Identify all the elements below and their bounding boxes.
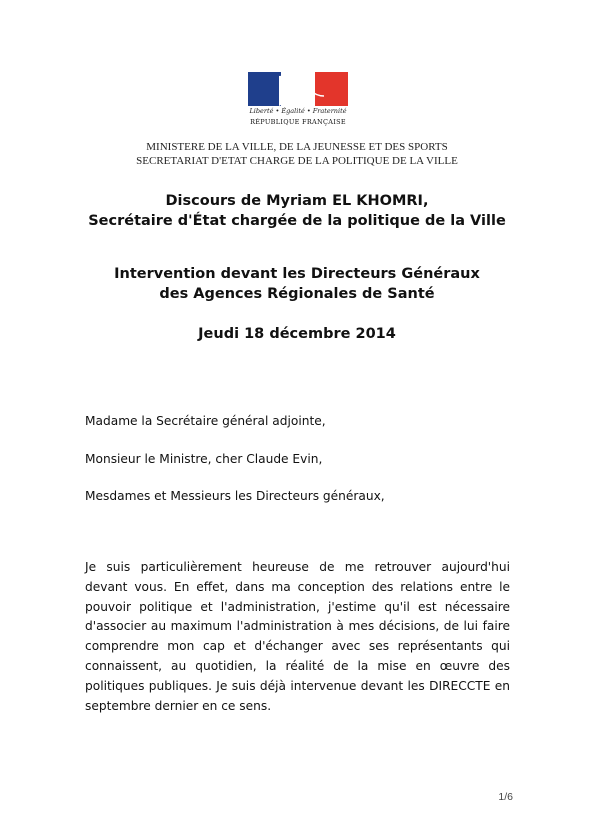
republic-name: RÉPUBLIQUE FRANÇAISE: [250, 118, 346, 126]
speech-date: Jeudi 18 décembre 2014: [198, 326, 396, 342]
salutation-line: Madame la Secrétaire général adjointe,: [85, 414, 326, 428]
republic-motto: Liberté • Égalité • Fraternité: [249, 107, 347, 115]
body-paragraph: Je suis particulièrement heureuse de me retrouver aujourd'hui devant vous. En effet, dans ma conception des relations entre le pouvoir politique et l'administration, j'estime qu'il est nécessaire d'associer au maximum l'administration à mes décisions, de lui faire comprendre mon cap et d'échanger avec ses représentants qui connaissent, au quotidien, la réalité de la mise en œuvre des politiques publiques. Je suis déjà intervenue devant les DIRECCTE en septembre dernier en ce sens.: [85, 560, 510, 713]
salutation-line: Mesdames et Messieurs les Directeurs généraux,: [85, 489, 385, 503]
page-number: 1/6: [498, 791, 513, 803]
republique-francaise-logo: [248, 72, 348, 132]
secretariat-name: SECRETARIAT D'ETAT CHARGE DE LA POLITIQUE DE LA VILLE: [136, 155, 458, 167]
speech-title: Discours de Myriam EL KHOMRI,: [165, 193, 429, 209]
intervention-title: Intervention devant les Directeurs Généraux: [114, 266, 480, 282]
salutation-line: Monsieur le Ministre, cher Claude Evin,: [85, 452, 323, 466]
intervention-audience: des Agences Régionales de Santé: [159, 286, 435, 302]
marianne-flag-icon: [248, 72, 348, 106]
ministry-name: MINISTERE DE LA VILLE, DE LA JEUNESSE ET DES SPORTS: [146, 141, 448, 153]
speaker-role: Secrétaire d'État chargée de la politique de la Ville: [88, 213, 506, 229]
